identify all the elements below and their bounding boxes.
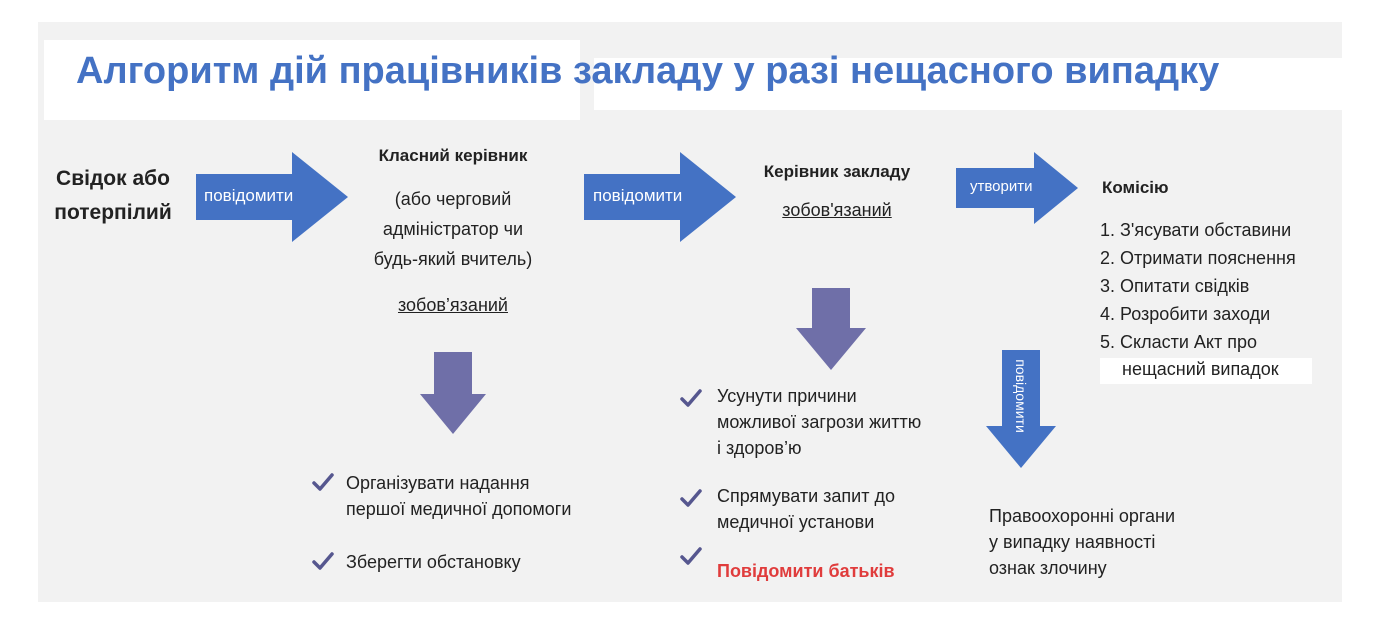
commission-item: 2. Отримати пояснення: [1100, 248, 1296, 268]
page-title: Алгоритм дій працівників закладу у разі нещасного випадку: [76, 50, 1220, 92]
law-enforcement-line: Правоохоронні органи: [989, 506, 1176, 526]
head-obliged: зобов'язаний: [782, 200, 892, 220]
teacher-task-preserve-scene: Зберегти обстановку: [346, 552, 521, 572]
teacher-task-first-aid: [346, 470, 571, 522]
arrow-label-notify-2: повідомити: [593, 186, 683, 205]
witness-box: [40, 162, 186, 230]
head-task-medical-request: [717, 483, 895, 535]
checkmark-icon: [680, 388, 702, 408]
head-task-line: Усунути причини: [717, 386, 857, 406]
checkmark-icon: [680, 488, 702, 508]
teacher-task-line: першої медичної допомоги: [346, 499, 572, 519]
commission-item: 3. Опитати свідків: [1100, 276, 1250, 296]
witness-line: Свідок або: [56, 167, 170, 190]
head-task-line: і здоров’ю: [717, 438, 802, 458]
checkmark-icon: [680, 546, 702, 566]
class-teacher-note-line: (або черговий: [394, 189, 512, 209]
checkmark-icon: [312, 551, 334, 571]
law-enforcement-line: ознак злочину: [989, 558, 1107, 578]
commission-heading: Комісію: [1102, 178, 1169, 197]
class-teacher-note-line: будь-який вчитель): [373, 249, 533, 269]
law-enforcement-text: [989, 503, 1175, 581]
commission-item: 1. З'ясувати обставини: [1100, 220, 1292, 240]
class-teacher-obliged: зобов’язаний: [397, 295, 508, 315]
commission-list: [1100, 216, 1296, 356]
commission-item: 4. Розробити заходи: [1100, 304, 1271, 324]
witness-line: потерпілий: [54, 201, 172, 224]
commission-item: 5. Скласти Акт про: [1100, 332, 1257, 352]
head-task-line: Спрямувати запит до: [717, 486, 895, 506]
arrow-down-2: [796, 288, 866, 370]
commission-item: нещасний випадок: [1122, 359, 1279, 379]
checkmark-icon: [312, 472, 334, 492]
arrow-label-notify-down: повідомити: [1013, 359, 1029, 433]
class-teacher-heading: Класний керівник: [378, 146, 528, 165]
class-teacher-note-line: адміністратор чи: [382, 219, 524, 239]
law-enforcement-line: у випадку наявності: [989, 532, 1156, 552]
class-teacher-note: [330, 184, 576, 274]
arrow-label-notify-1: повідомити: [204, 186, 294, 205]
head-task-line: медичної установи: [717, 512, 875, 532]
head-task-notify-parents: Повідомити батьків: [717, 561, 895, 581]
arrow-label-create: утворити: [970, 178, 1033, 195]
head-task-line: можливої загрози життю: [717, 412, 922, 432]
teacher-task-line: Організувати надання: [346, 473, 530, 493]
head-heading: Керівник закладу: [763, 162, 911, 181]
head-task-eliminate-causes: [717, 383, 921, 461]
arrow-down-1: [420, 352, 486, 434]
